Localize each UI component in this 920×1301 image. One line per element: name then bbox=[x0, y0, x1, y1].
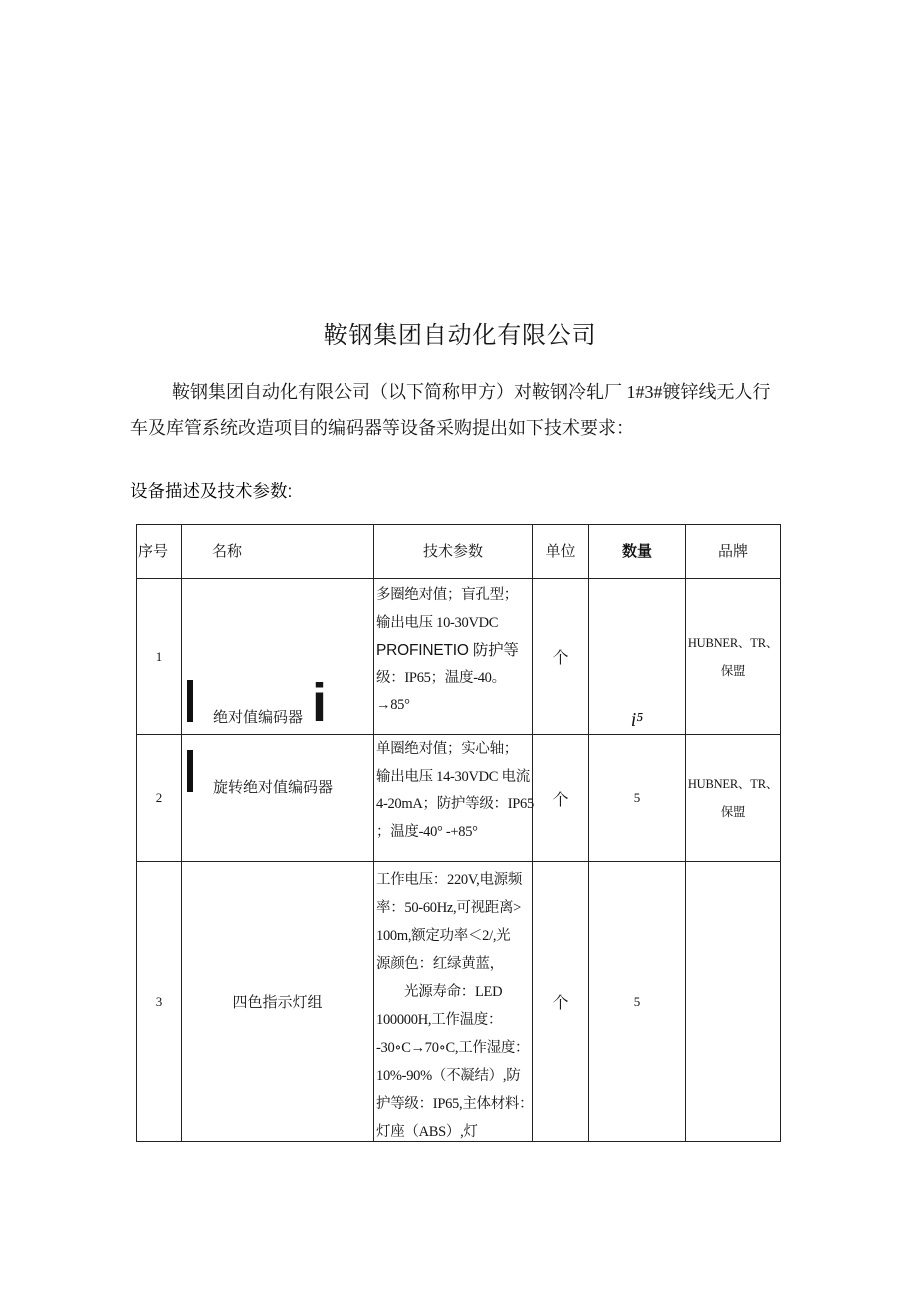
param-line: 率：50-60Hz,可视距离> bbox=[376, 900, 522, 916]
param-line: 100000H,工作温度： bbox=[376, 1012, 503, 1028]
param-line: 护等级：IP65,主体材料： bbox=[376, 1096, 534, 1112]
param-line: 多圈绝对值；盲孔型； bbox=[376, 587, 518, 603]
header-params: 技术参数 bbox=[374, 525, 533, 579]
param-line: 工作电压：220V,电源频 bbox=[376, 872, 523, 888]
param-line: 源颜色：红绿黄蓝， bbox=[376, 956, 504, 972]
row-2-brand bbox=[686, 735, 781, 862]
row-1-brand bbox=[686, 579, 781, 735]
row-2-qty: 5 bbox=[589, 735, 686, 862]
row-2-name: 旋转绝对值编码器 bbox=[213, 779, 334, 796]
param-line: -30∘C→70∘C,工作湿度： bbox=[376, 1040, 530, 1056]
param-line: 输出电压 10-30VDC bbox=[376, 614, 499, 631]
row-3-name: 四色指示灯组 bbox=[182, 862, 374, 1142]
param-line: →85° bbox=[376, 697, 410, 713]
spec-table bbox=[136, 524, 781, 1142]
row-2-name-cell bbox=[182, 735, 374, 862]
intro-paragraph-line-2: 车及库管系统改造项目的编码器等设备采购提出如下技术要求： bbox=[130, 418, 634, 438]
row-3-params bbox=[374, 862, 533, 1142]
param-line: 级：IP65；温度-40。 bbox=[376, 669, 506, 686]
row-3-brand bbox=[686, 862, 781, 1142]
header-name: 名称 bbox=[182, 525, 374, 579]
row-1-name-cell bbox=[182, 579, 374, 735]
param-line: 输出电压 14-30VDC 电流 bbox=[376, 768, 530, 785]
document-title: 鞍钢集团自动化有限公司 bbox=[323, 323, 597, 349]
param-line: PROFINETIO 防护等 bbox=[376, 642, 519, 659]
row-1-name-mark: i bbox=[312, 673, 328, 733]
header-brand: 品牌 bbox=[686, 525, 781, 579]
brand-line: HUBNER、TR、 bbox=[687, 777, 779, 791]
row-2-index: 2 bbox=[137, 735, 182, 862]
header-unit: 单位 bbox=[533, 525, 589, 579]
row-1-unit: 个 bbox=[533, 579, 589, 735]
brand-line: HUBNER、TR、 bbox=[687, 635, 779, 650]
brand-line: 保盟 bbox=[720, 663, 746, 678]
param-line: 4-20mA；防护等级：IP65 bbox=[376, 796, 534, 813]
param-line: ；温度-40° -+85° bbox=[376, 824, 478, 841]
header-index: 序号 bbox=[137, 525, 182, 579]
row-3-qty: 5 bbox=[589, 862, 686, 1142]
row-1-qty: i⁵ bbox=[630, 709, 644, 731]
param-line: 100m,额定功率＜2/,光 bbox=[376, 928, 511, 944]
section-heading: 设备描述及技术参数: bbox=[130, 481, 293, 501]
param-line: 灯座（ABS）,灯 bbox=[376, 1124, 478, 1140]
scan-mark bbox=[187, 750, 193, 792]
row-2-params bbox=[374, 735, 533, 862]
brand-line: 保盟 bbox=[720, 805, 746, 819]
row-1-index: 1 bbox=[137, 579, 182, 735]
intro-paragraph-line-1: 鞍钢集团自动化有限公司（以下简称甲方）对鞍钢冷轧厂 1#3#镀锌线无人行 bbox=[172, 382, 771, 402]
row-3-unit: 个 bbox=[533, 862, 589, 1142]
row-3-index: 3 bbox=[137, 862, 182, 1142]
scan-mark bbox=[187, 680, 193, 722]
row-1-qty-cell bbox=[589, 579, 686, 735]
row-2-unit: 个 bbox=[533, 735, 589, 862]
row-1-name: 绝对值编码器 bbox=[213, 709, 304, 726]
param-line: 10%-90%（不凝结）,防 bbox=[376, 1068, 521, 1084]
param-line: 光源寿命：LED bbox=[404, 984, 503, 1000]
param-line: 单圈绝对值；实心轴； bbox=[376, 741, 518, 757]
header-qty: 数量 bbox=[589, 525, 686, 579]
row-1-params bbox=[374, 579, 533, 735]
